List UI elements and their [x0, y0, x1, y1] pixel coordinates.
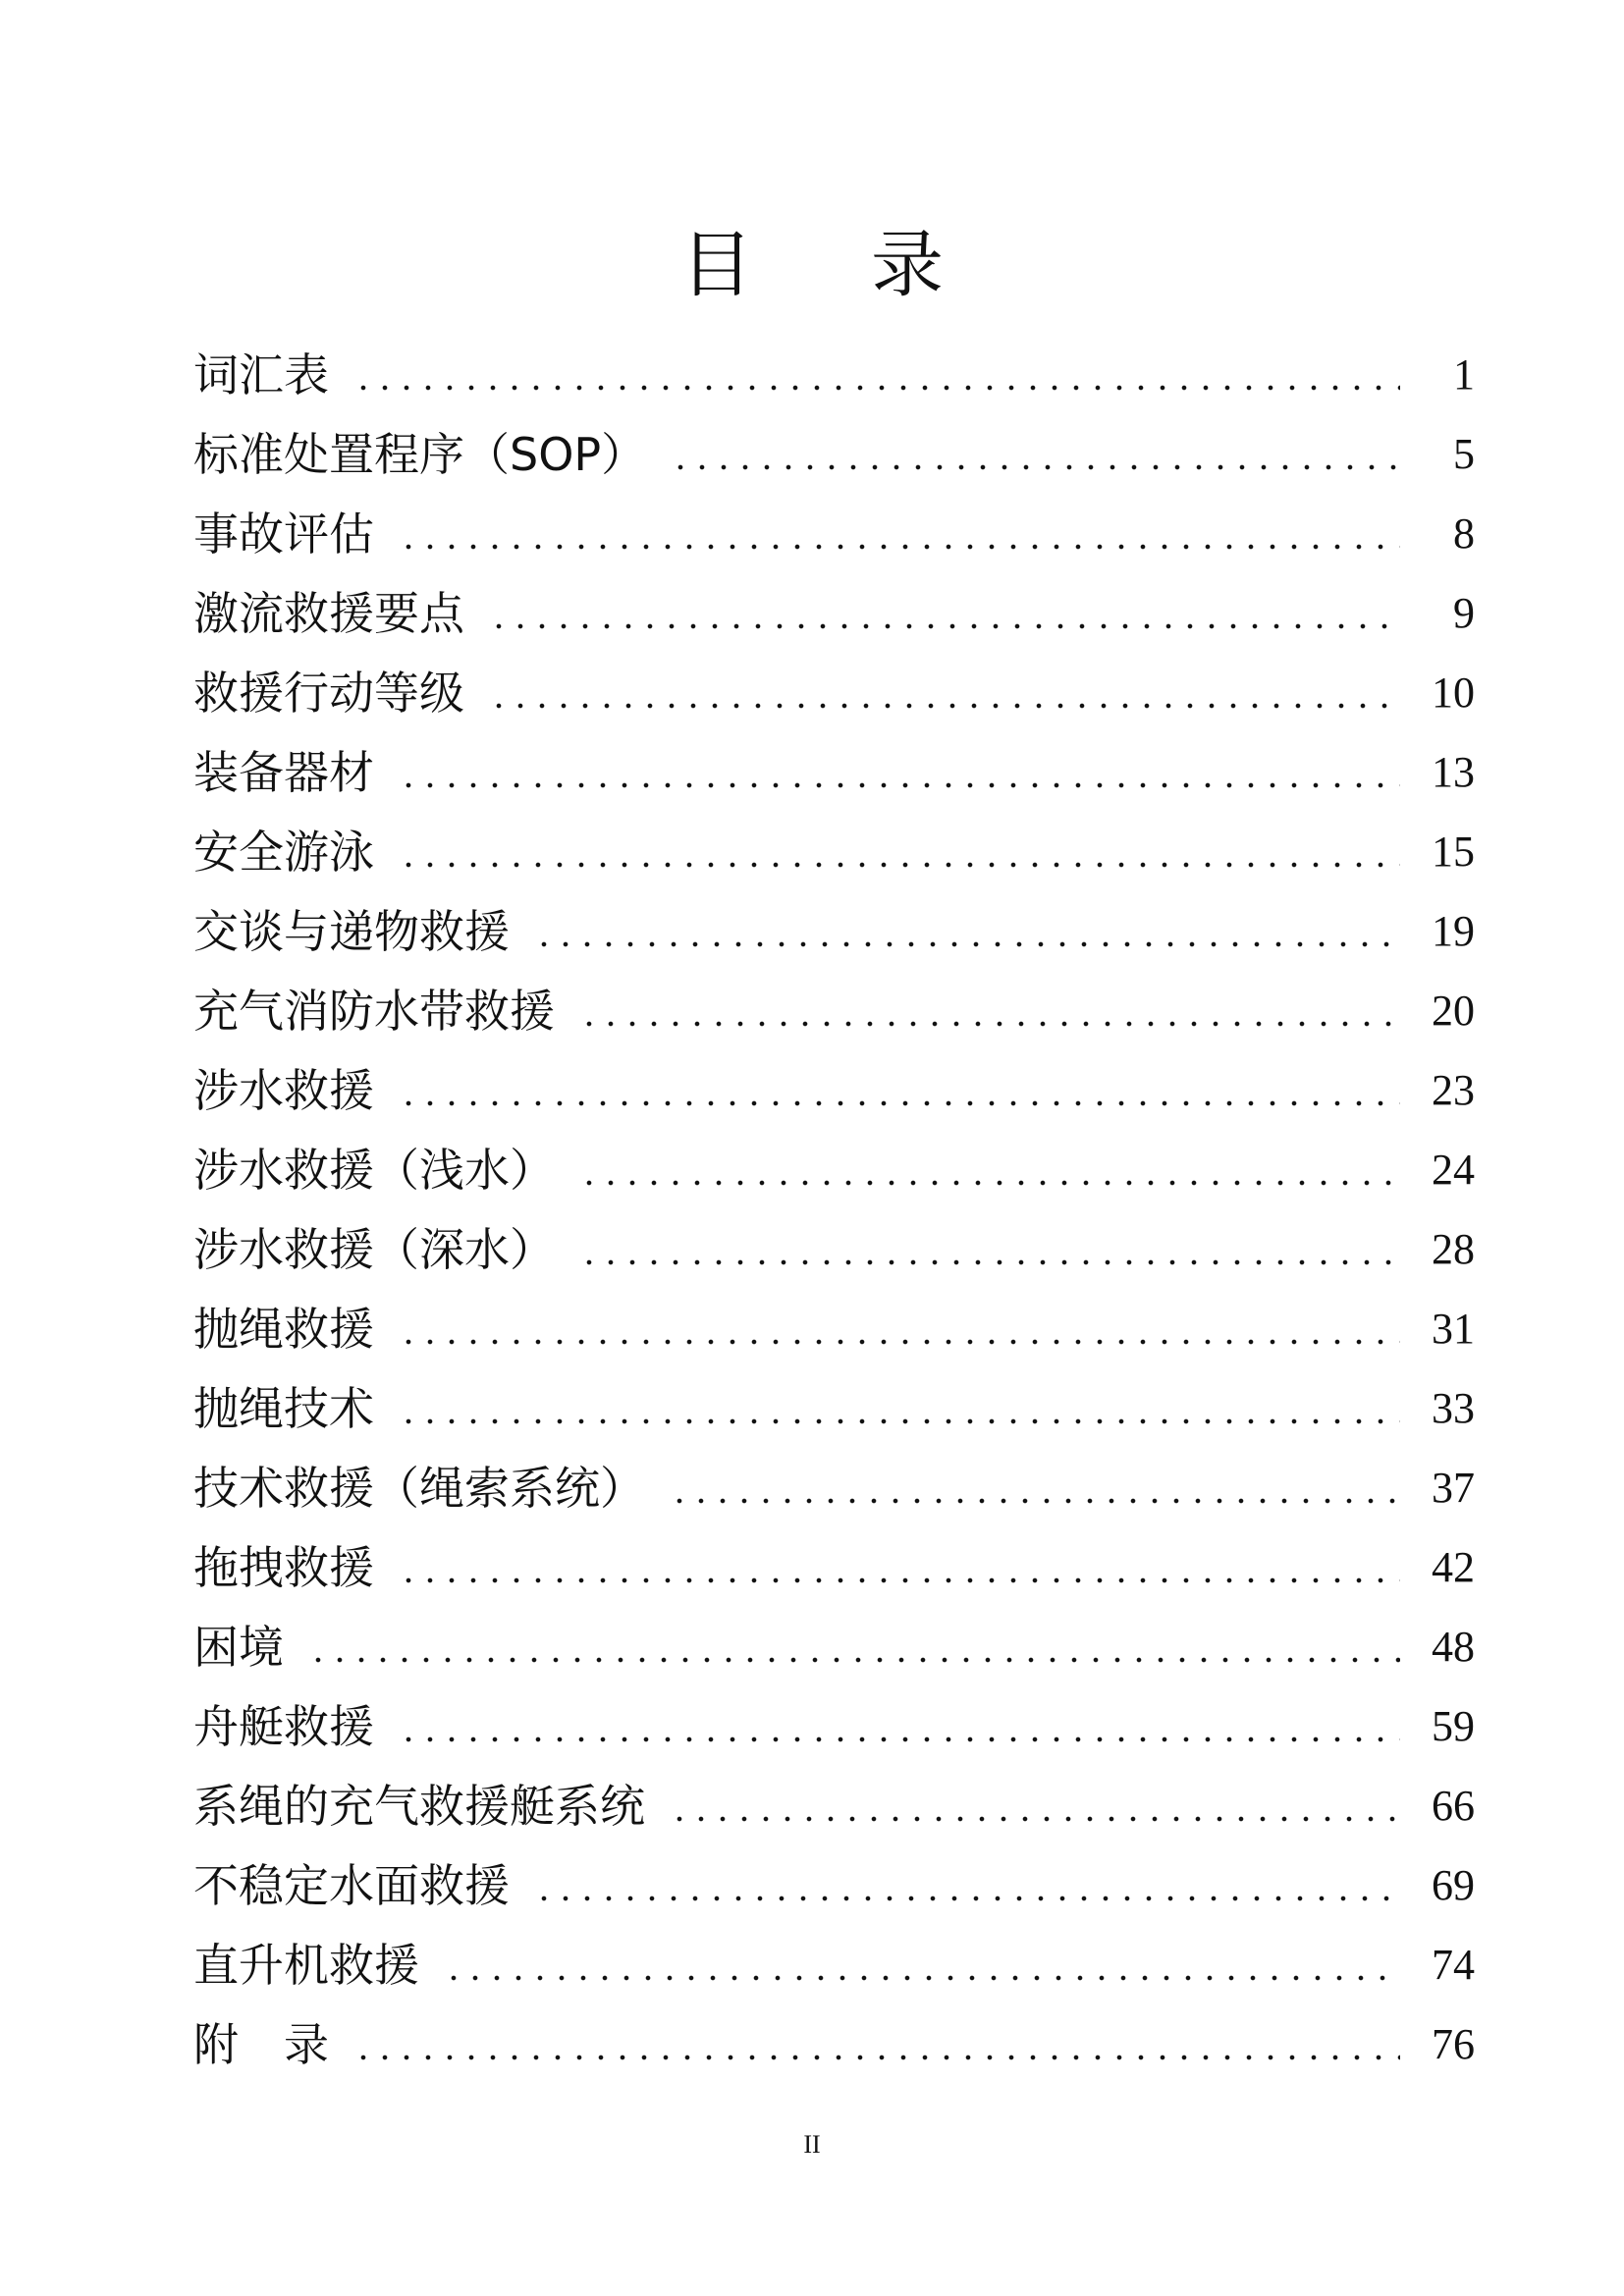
toc-leader-dots [398, 1339, 1400, 1345]
toc-entry[interactable] [193, 337, 1475, 416]
toc-entry[interactable] [193, 973, 1475, 1052]
toc-entry-page: 13 [1432, 748, 1475, 796]
toc-leader-dots [533, 1896, 1400, 1901]
toc-entry-label: 涉水救援 [193, 1064, 374, 1117]
toc-entry[interactable] [193, 496, 1475, 575]
page-title [0, 216, 1624, 314]
toc-entry-label: 涉水救援（深水） [193, 1223, 555, 1276]
toc-entry[interactable] [193, 1609, 1475, 1688]
toc-leader-dots [398, 782, 1400, 788]
toc-entry-page: 19 [1432, 907, 1475, 955]
toc-entry-label: 装备器材 [193, 746, 374, 799]
toc-entry-label: 系绳的充气救援艇系统 [193, 1780, 645, 1833]
toc-entry[interactable] [193, 416, 1475, 496]
toc-leader-dots [578, 1259, 1400, 1265]
toc-leader-dots [669, 1498, 1400, 1504]
toc-leader-dots [398, 862, 1400, 868]
toc-leader-dots [670, 464, 1400, 470]
page-number: II [803, 2130, 821, 2159]
toc-entry[interactable] [193, 1927, 1475, 2006]
toc-entry-page: 28 [1432, 1225, 1475, 1273]
toc-entry[interactable] [193, 1768, 1475, 1847]
toc-entry-label: 标准处置程序（SOP） [193, 428, 647, 481]
toc-leader-dots [578, 1180, 1400, 1186]
toc-entry-label: 事故评估 [193, 507, 374, 561]
toc-entry-page: 66 [1432, 1782, 1475, 1830]
toc-entry-page: 23 [1432, 1066, 1475, 1114]
title-char-2: 录 [871, 223, 944, 307]
toc-leader-dots [352, 385, 1400, 391]
toc-entry-page: 8 [1453, 509, 1475, 558]
toc-entry-page: 69 [1432, 1861, 1475, 1909]
toc-entry[interactable] [193, 1450, 1475, 1529]
toc-entry-page: 15 [1432, 828, 1475, 876]
toc-entry-label: 安全游泳 [193, 826, 374, 879]
toc-entry-label: 交谈与递物救援 [193, 905, 510, 958]
toc-entry-page: 37 [1432, 1464, 1475, 1512]
toc-leader-dots [398, 544, 1400, 550]
toc-entry-page: 5 [1453, 430, 1475, 478]
toc-entry-page: 10 [1432, 668, 1475, 717]
toc-entry[interactable] [193, 1132, 1475, 1211]
toc-entry-page: 76 [1432, 2020, 1475, 2068]
toc-leader-dots [488, 623, 1400, 629]
toc-entry[interactable] [193, 575, 1475, 655]
toc-leader-dots [578, 1021, 1400, 1027]
toc-entry-page: 59 [1432, 1702, 1475, 1750]
toc-entry-label: 困境 [193, 1621, 284, 1674]
toc-entry-page: 74 [1432, 1941, 1475, 1989]
toc-entry[interactable] [193, 2006, 1475, 2086]
toc-entry-label: 附 录 [193, 2018, 329, 2071]
toc-entry[interactable] [193, 1688, 1475, 1768]
toc-leader-dots [398, 1577, 1400, 1583]
toc-entry-page: 31 [1432, 1305, 1475, 1353]
toc-leader-dots [398, 1100, 1400, 1106]
toc-entry-label: 舟艇救援 [193, 1700, 374, 1753]
toc-entry-page: 42 [1432, 1543, 1475, 1591]
toc-entry-page: 48 [1432, 1623, 1475, 1671]
toc-entry-label: 救援行动等级 [193, 667, 464, 720]
toc-entry[interactable] [193, 1291, 1475, 1370]
toc-entry-label: 拖拽救援 [193, 1541, 374, 1594]
toc-entry[interactable] [193, 1847, 1475, 1927]
toc-entry[interactable] [193, 814, 1475, 893]
toc-leader-dots [307, 1657, 1400, 1663]
toc-entry-page: 1 [1453, 350, 1475, 399]
toc-leader-dots [352, 2055, 1400, 2060]
toc-entry-label: 涉水救援（浅水） [193, 1144, 555, 1197]
toc-entry-label: 抛绳技术 [193, 1382, 374, 1435]
toc-entry[interactable] [193, 1370, 1475, 1450]
toc-entry-label: 不稳定水面救援 [193, 1859, 510, 1912]
toc-entry[interactable] [193, 655, 1475, 734]
toc-entry-page: 9 [1453, 589, 1475, 637]
toc-entry-label: 技术救援（绳索系统） [193, 1462, 645, 1515]
toc-leader-dots [398, 1418, 1400, 1424]
toc-entry-page: 24 [1432, 1146, 1475, 1194]
toc-leader-dots [488, 703, 1400, 709]
toc-entry-page: 20 [1432, 987, 1475, 1035]
toc-entry[interactable] [193, 893, 1475, 973]
toc-entry-label: 激流救援要点 [193, 587, 464, 640]
toc-entry-page: 33 [1432, 1384, 1475, 1432]
toc-leader-dots [669, 1816, 1400, 1822]
toc-entry-label: 充气消防水带救援 [193, 985, 555, 1038]
toc-leader-dots [443, 1975, 1400, 1981]
toc-entry[interactable] [193, 734, 1475, 814]
title-char-1: 目 [680, 223, 753, 307]
toc-leader-dots [398, 1736, 1400, 1742]
toc-entry[interactable] [193, 1211, 1475, 1291]
toc-entry[interactable] [193, 1052, 1475, 1132]
table-of-contents [193, 337, 1475, 2086]
toc-entry[interactable] [193, 1529, 1475, 1609]
toc-entry-label: 直升机救援 [193, 1939, 419, 1992]
toc-leader-dots [533, 941, 1400, 947]
toc-entry-label: 词汇表 [193, 348, 329, 401]
toc-entry-label: 抛绳救援 [193, 1303, 374, 1356]
